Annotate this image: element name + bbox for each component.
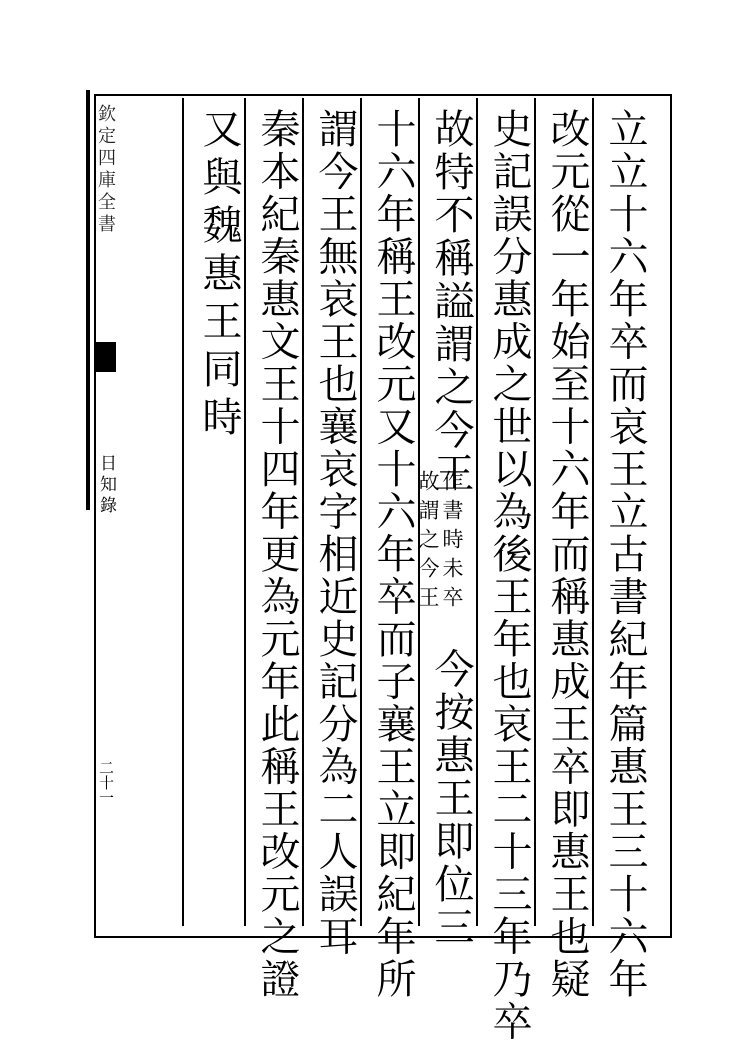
text-column-3: 史記誤分惠成之世以為後王年也哀王二十三年乃卒 [486, 108, 532, 1043]
text-column-4: 故特不稱謚謂之今王 [428, 108, 474, 495]
fishtail-mark [96, 342, 116, 372]
book-title: 日知錄 [96, 454, 116, 517]
text-column-7: 秦本紀秦惠文王十四年更為元年此稱王改元之證 [254, 108, 300, 1001]
margin-edge-rule [86, 90, 90, 510]
column-rule [592, 98, 594, 926]
text-column-2: 改元從一年始至十六年而稱惠成王卒即惠王也疑 [544, 108, 590, 1001]
page-number: 二十一 [97, 760, 115, 805]
column-rule [476, 98, 478, 926]
text-column-4-continued: 今按惠王即位三 [428, 648, 474, 949]
text-column-1: 立立十六年卒而哀王立古書紀年篇惠王三十六年 [602, 108, 648, 1001]
annotation-left: 故謂之今王 [416, 470, 440, 615]
collection-title: 欽定四庫全書 [95, 104, 116, 236]
text-column-8: 又與魏惠王同時 [196, 108, 242, 444]
text-column-6: 謂今王無哀王也襄哀字相近史記分為二人誤耳 [312, 108, 358, 958]
text-column-5: 十六年稱王改元又十六年卒而子襄王立即紀年所 [370, 108, 416, 1001]
annotation-right: 作書時未卒 [440, 470, 464, 615]
column-rule [302, 98, 304, 926]
column-rule [244, 98, 246, 926]
column-rule [360, 98, 362, 926]
column-rule [534, 98, 536, 926]
